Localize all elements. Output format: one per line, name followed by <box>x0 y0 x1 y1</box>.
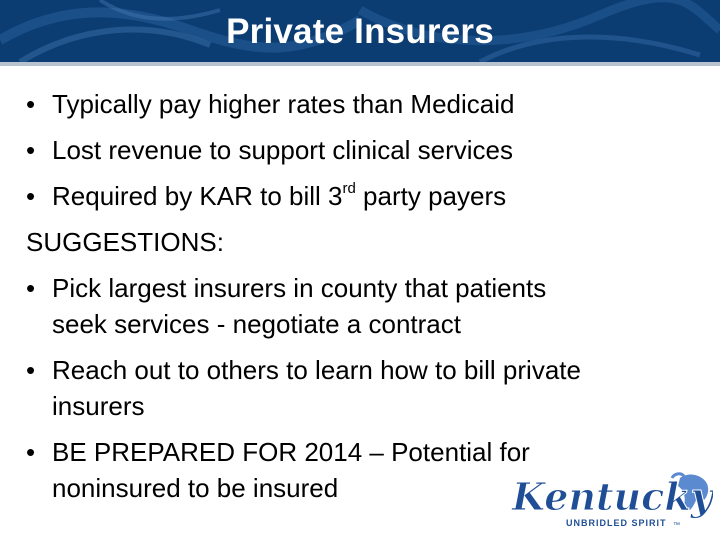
bullet-text: Lost revenue to support clinical services <box>52 135 514 165</box>
slide-body <box>26 88 716 518</box>
bullet-item <box>26 354 716 387</box>
suggestions-heading: SUGGESTIONS: <box>26 227 224 257</box>
bullet-text: Pick largest insurers in county that patients <box>52 273 547 303</box>
bullet-continuation: insurers <box>52 391 145 421</box>
bullet-dot: • <box>26 181 36 211</box>
bullet-dot: • <box>26 355 36 385</box>
bullet-item <box>26 436 716 469</box>
bullet-item <box>26 272 716 305</box>
bullet-dot: • <box>26 89 36 119</box>
bullet-continuation: noninsured to be insured <box>52 473 339 503</box>
bullet-text-before: Required by KAR to bill 3 <box>52 181 343 211</box>
bullet-item <box>26 180 716 213</box>
kentucky-logo <box>508 470 713 532</box>
bullet-item <box>26 88 716 121</box>
bullet-continuation: seek services - negotiate a contract <box>52 309 461 339</box>
bullet-dot: • <box>26 135 36 165</box>
title-bar <box>0 0 720 62</box>
bullet-text-after: party payers <box>355 181 507 211</box>
logo-tagline: UNBRIDLED SPIRIT <box>566 518 667 528</box>
bullet-item <box>26 134 716 167</box>
header-divider <box>0 62 720 66</box>
bullet-dot: • <box>26 273 36 303</box>
bullet-text: BE PREPARED FOR 2014 – Potential for <box>52 437 530 467</box>
page-title: Private Insurers <box>226 12 494 51</box>
bullet-dot: • <box>26 437 36 467</box>
bullet-text: Typically pay higher rates than Medicaid <box>52 89 515 119</box>
logo-wordmark: Kentucky <box>512 474 713 519</box>
bullet-text: Reach out to others to learn how to bill private <box>52 355 581 385</box>
logo-trademark: ™ <box>673 522 680 529</box>
superscript-ordinal: rd <box>342 180 356 198</box>
